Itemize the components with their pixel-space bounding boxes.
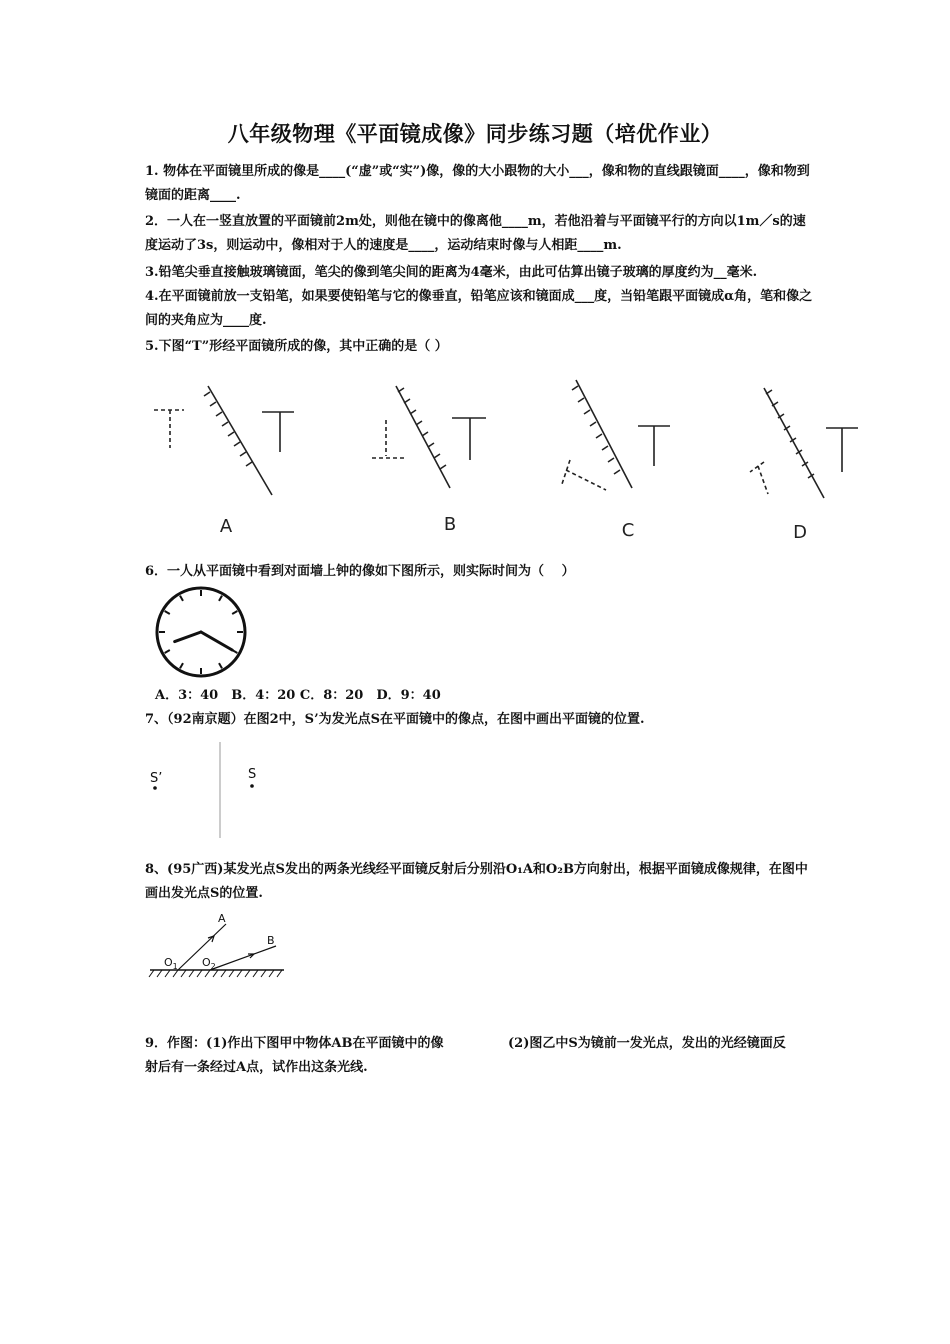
question-7: 7、（92南京题）在图2中，S’为发光点S在平面镜中的像点，在图中画出平面镜的位置. (145, 712, 645, 727)
t-shape-mirror-figure (140, 370, 870, 550)
question-2: 2．一人在一竖直放置的平面镜前2m处，则他在镜中的像离他____m，若他沿着与平面镜平行的方向以1m／s的速度运动了3s，则运动中，像相对于人的速度是____，运动结束时像与人相距____m. (145, 214, 806, 253)
source-point-label: S (248, 767, 257, 782)
question-8: 8、(95广西)某发光点S发出的两条光线经平面镜反射后分别沿O₁A和O₂B方向射出，根据平面镜成像规律，在图中画出发光点S的位置. (145, 862, 808, 901)
option-c-diagram (562, 380, 670, 490)
reflected-rays-figure (144, 906, 290, 982)
question-3: 3.铅笔尖垂直接触玻璃镜面，笔尖的像到笔尖间的距离为4毫米，由此可估算出镜子玻璃的厚度约为__毫米. (145, 265, 758, 280)
label-c: C (621, 520, 635, 541)
option-a-diagram (154, 386, 294, 495)
image-point-label: S’ (150, 771, 163, 786)
hour-hand (175, 632, 201, 642)
question-9-part-2-line-2: 射后有一条经过A点，试作出这条光线. (145, 1060, 368, 1075)
clock-tick (180, 596, 183, 601)
clock-tick (219, 596, 222, 601)
question-9-part-1: 9．作图：(1)作出下图甲中物体AB在平面镜中的像 (145, 1036, 444, 1051)
label-b: B (443, 514, 457, 535)
clock-tick (180, 663, 183, 668)
point-a-label: A (218, 912, 226, 925)
point-o1-label: $O_1$ (164, 956, 178, 971)
clock-tick (219, 663, 222, 668)
page-title: 八年级物理《平面镜成像》同步练习题（培优作业） (227, 121, 723, 146)
clock-tick (232, 611, 237, 614)
clock-tick (165, 650, 170, 653)
question-5: 5.下图“T”形经平面镜所成的像，其中正确的是（ ） (145, 339, 448, 354)
option-d-diagram (750, 388, 858, 498)
point-o2-label: $O_2$ (202, 956, 216, 971)
clock-figure (148, 586, 252, 678)
point-b-label: B (267, 934, 275, 947)
point-image-figure (140, 738, 290, 842)
label-a: A (219, 516, 233, 537)
minute-hand (201, 632, 232, 650)
question-6: 6．一人从平面镜中看到对面墙上钟的像如下图所示，则实际时间为（ ） (145, 564, 575, 579)
question-6-options: A．3：40 B．4：20 C．8：20 D．9：40 (155, 688, 441, 703)
option-b-diagram (372, 386, 486, 488)
question-1: 1. 物体在平面镜里所成的像是____(“虚”或“实”)像，像的大小跟物的大小___，像和物的直线跟镜面____，像和物到镜面的距离____. (145, 164, 810, 203)
clock-tick (165, 611, 170, 614)
label-d: D (793, 522, 807, 543)
question-9-part-2-line-1: (2)图乙中S为镜前一发光点，发出的光经镜面反 (508, 1036, 786, 1051)
question-4: 4.在平面镜前放一支铅笔，如果要使铅笔与它的像垂直，铅笔应该和镜面成___度，当铅笔跟平面镜成α角，笔和像之间的夹角应为____度. (145, 289, 813, 328)
